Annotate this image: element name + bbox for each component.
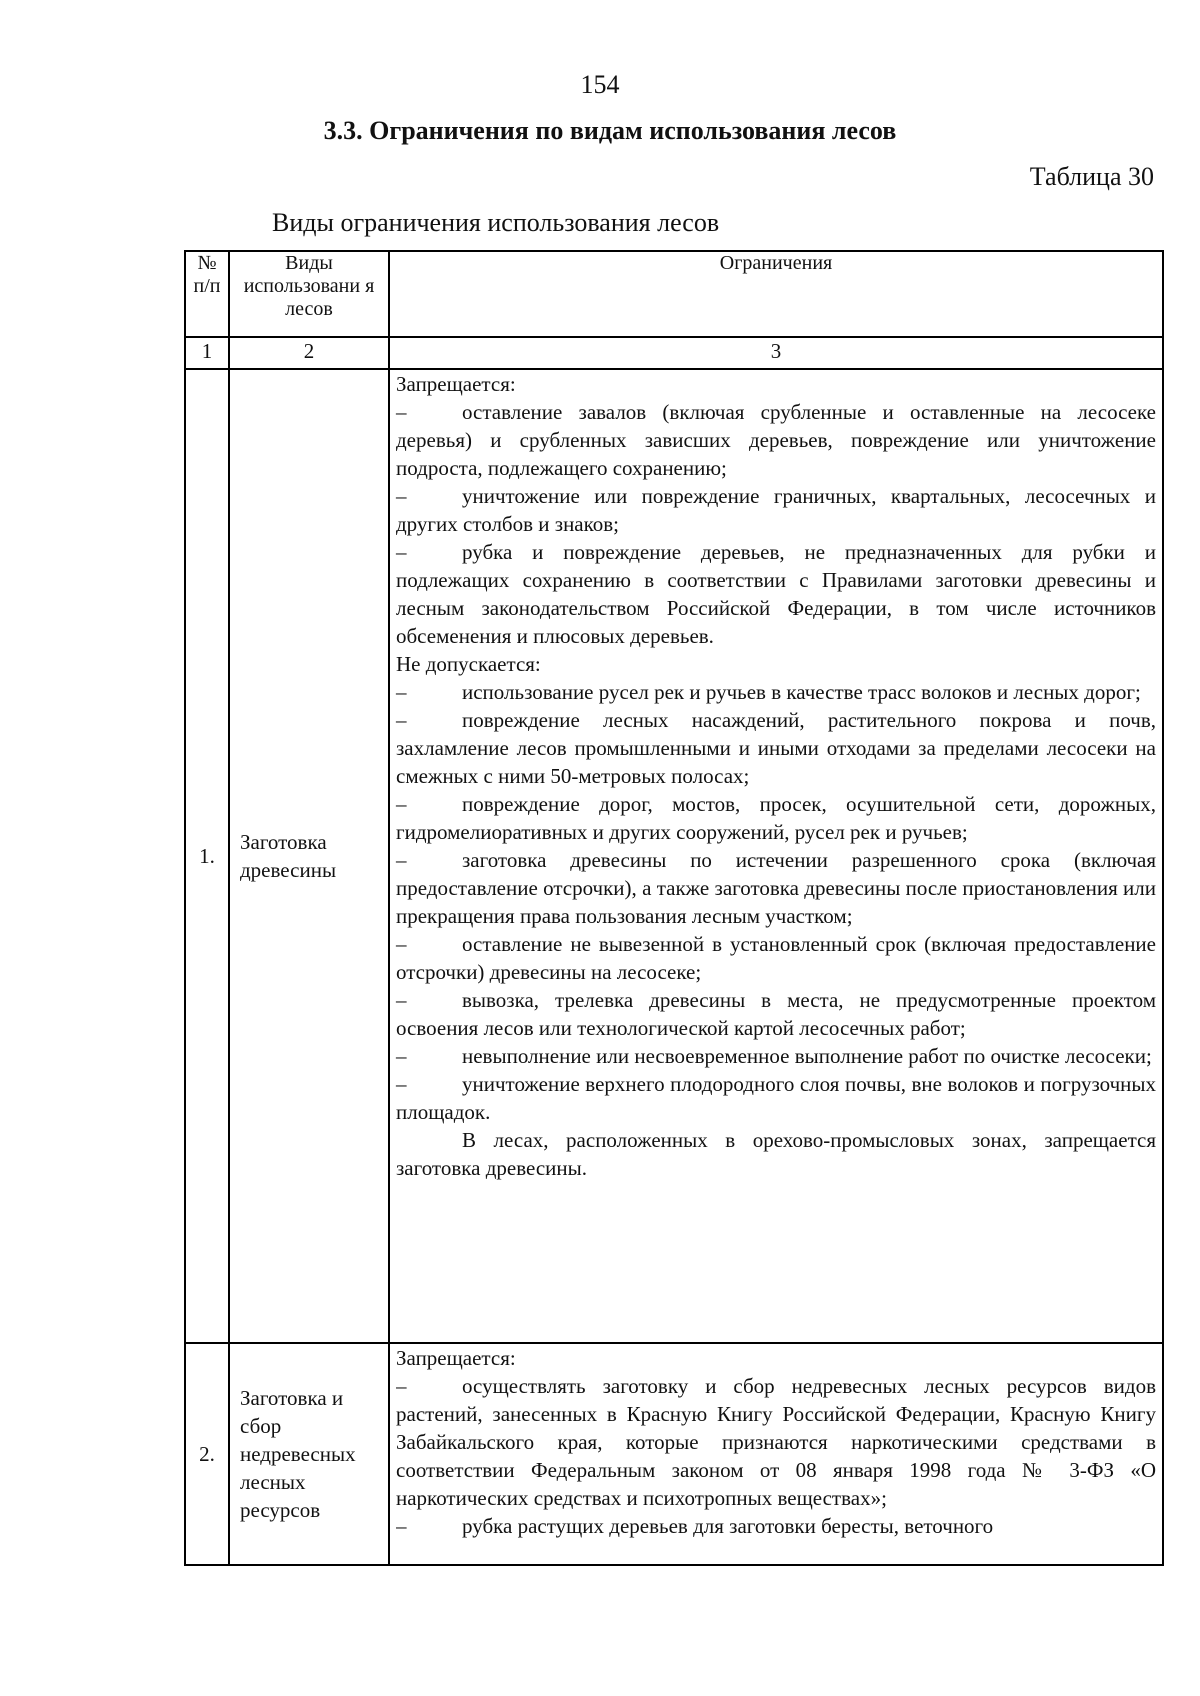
dash-marker: – <box>396 792 407 816</box>
restriction-item <box>396 930 1156 986</box>
restriction-item <box>396 482 1156 538</box>
row-kind: Заготовка и сбор недревесных лесных ресурсов <box>229 1343 389 1565</box>
dash-marker: – <box>396 1044 407 1068</box>
restriction-text: оставление завалов (включая срубленные и оставленные на лесосеке деревья) и срубленных зависших деревьев, повреждение или уничтожение подроста, подлежащего сохранению; <box>396 400 1156 480</box>
dash-marker: – <box>396 988 407 1012</box>
table-header-row <box>185 251 1163 337</box>
restriction-text: оставление не вывезенной в установленный срок (включая предоставление отсрочки) древесины на лесосеке; <box>396 932 1156 984</box>
dash-marker: – <box>396 540 407 564</box>
restriction-text: невыполнение или несвоевременное выполнение работ по очистке лесосеки; <box>462 1044 1152 1068</box>
restriction-text: использование русел рек и ручьев в качестве трасс волоков и лесных дорог; <box>462 680 1141 704</box>
restriction-text: рубка и повреждение деревьев, не предназначенных для рубки и подлежащих сохранению в соответствии с Правилами заготовки древесины и лесным законодательством Российской Федерации, в том числе источников обсеменения и плюсовых деревьев. <box>396 540 1156 648</box>
restriction-item <box>396 986 1156 1042</box>
dash-marker: – <box>396 1374 407 1398</box>
table-number: Таблица 30 <box>1029 162 1154 191</box>
row-number: 2. <box>185 1343 229 1565</box>
page-number: 154 <box>580 70 620 99</box>
restriction-text: заготовка древесины по истечении разрешенного срока (включая предоставление отсрочки), а также заготовка древесины после приостановления или прекращения права пользования лесным участком; <box>396 848 1156 928</box>
column-number-3: 3 <box>389 337 1163 369</box>
section-title: 3.3. Ограничения по видам использования лесов <box>323 116 897 145</box>
restriction-text: уничтожение или повреждение граничных, квартальных, лесосечных и других столбов и знаков; <box>396 484 1156 536</box>
column-number-row <box>185 337 1163 369</box>
restriction-text: уничтожение верхнего плодородного слоя почвы, вне волоков и погрузочных площадок. <box>396 1072 1156 1124</box>
column-number-1: 1 <box>185 337 229 369</box>
row-restrictions <box>389 369 1163 1343</box>
table-row <box>185 369 1163 1343</box>
restriction-label: Запрещается: <box>396 1346 516 1370</box>
restriction-item <box>396 706 1156 790</box>
restrictions-table <box>184 250 1164 1566</box>
dash-marker: – <box>396 708 407 732</box>
dash-marker: – <box>396 932 407 956</box>
restriction-item <box>396 1512 1156 1540</box>
header-restrictions: Ограничения <box>389 251 1163 337</box>
restriction-label: Запрещается: <box>396 372 516 396</box>
header-number: № п/п <box>185 251 229 337</box>
row-restrictions <box>389 1343 1163 1565</box>
restriction-note: В лесах, расположенных в орехово-промысловых зонах, запрещается заготовка древесины. <box>396 1128 1156 1180</box>
restriction-item <box>396 1042 1156 1070</box>
row-kind: Заготовка древесины <box>229 369 389 1343</box>
dash-marker: – <box>396 1072 407 1096</box>
restriction-text: повреждение дорог, мостов, просек, осушительной сети, дорожных, гидромелиоративных и других сооружений, русел рек и ручьев; <box>396 792 1156 844</box>
restriction-item <box>396 678 1156 706</box>
dash-marker: – <box>396 400 407 424</box>
header-kind: Виды использовани я лесов <box>229 251 389 337</box>
column-number-2: 2 <box>229 337 389 369</box>
dash-marker: – <box>396 1514 407 1538</box>
restriction-text: осуществлять заготовку и сбор недревесных лесных ресурсов видов растений, занесенных в Красную Книгу Российской Федерации, Красную Книгу Забайкальского края, которые признаются наркотическими средствами в соответствии Федеральным законом от 08 января 1998 года № 3-ФЗ «О наркотических средствах и психотропных веществах»; <box>396 1374 1156 1510</box>
restriction-item <box>396 846 1156 930</box>
dash-marker: – <box>396 484 407 508</box>
restriction-item <box>396 1372 1156 1512</box>
restriction-item <box>396 1070 1156 1126</box>
restriction-text: вывозка, трелевка древесины в места, не предусмотренные проектом освоения лесов или технологической картой лесосечных работ; <box>396 988 1156 1040</box>
restriction-item <box>396 790 1156 846</box>
row-number: 1. <box>185 369 229 1343</box>
dash-marker: – <box>396 848 407 872</box>
restriction-item <box>396 398 1156 482</box>
table-caption: Виды ограничения использования лесов <box>272 208 720 237</box>
restriction-text: повреждение лесных насаждений, растительного покрова и почв, захламление лесов промышленными и иными отходами за пределами лесосеки на смежных с ними 50-метровых полосах; <box>396 708 1156 788</box>
restriction-label: Не допускается: <box>396 652 541 676</box>
restriction-item <box>396 538 1156 650</box>
restriction-text: рубка растущих деревьев для заготовки бересты, веточного <box>462 1514 994 1538</box>
dash-marker: – <box>396 680 407 704</box>
table-row <box>185 1343 1163 1565</box>
